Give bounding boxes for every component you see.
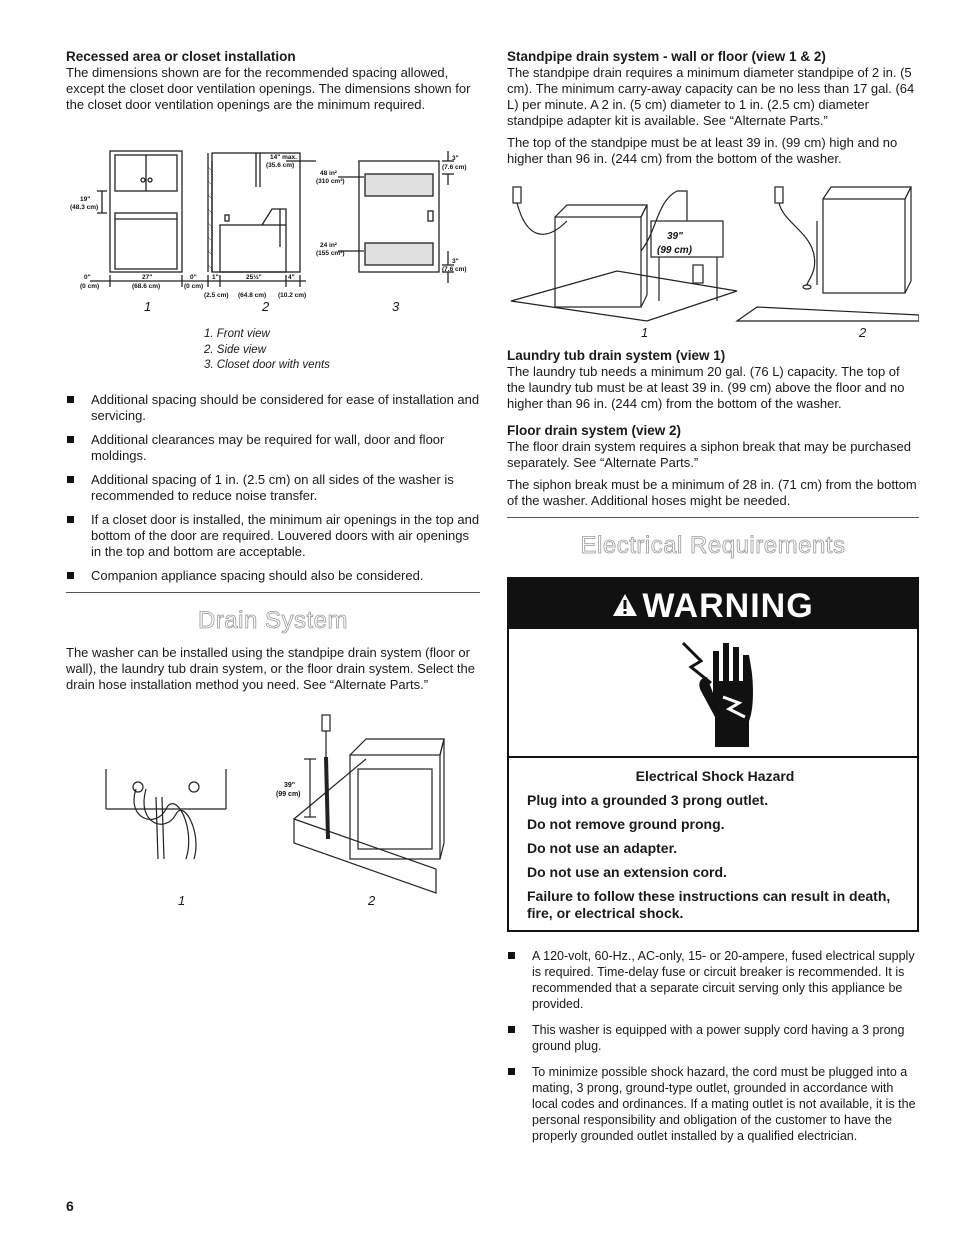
dim-0b-cm: (0 cm)	[184, 283, 204, 290]
dim-27-cm: (68.6 cm)	[132, 283, 161, 290]
installation-dimensions-figure	[66, 147, 480, 343]
warning-box	[507, 577, 919, 932]
list-item: A 120-volt, 60-Hz., AC-only, 15- or 20-ampere, fused electrical supply is required. Time-delay fuse or circuit breaker is recommended. It is recommended that a separate circuit serving only this appliance be provided.	[507, 948, 919, 1012]
dim-3-top-cm: (7.6 cm)	[442, 164, 467, 171]
dim-25-cm: (64.8 cm)	[238, 292, 267, 299]
warning-line-4: Do not use an extension cord.	[527, 864, 727, 880]
list-item: Additional spacing should be considered for ease of installation and servicing.	[66, 392, 480, 424]
floor-drain-body-1: The floor drain system requires a siphon break that may be purchased separately. See “Alternate Parts.”	[507, 439, 911, 470]
warning-icon-area	[509, 629, 917, 758]
warning-triangle-icon	[612, 581, 638, 631]
right-column	[507, 48, 919, 1154]
standpipe-figure	[507, 181, 919, 343]
left-column	[66, 48, 480, 919]
drain-system-figure	[66, 709, 480, 919]
dim-3-bottom: 3"	[452, 258, 459, 265]
figure2-number-1: 1	[178, 892, 186, 908]
electrical-bullet-list	[507, 948, 919, 1144]
standpipe-dim-39-cm: (99 cm)	[657, 245, 693, 256]
drain-system-drawing	[66, 709, 480, 909]
figure3-number-1: 1	[641, 325, 649, 340]
recessed-heading: Recessed area or closet installation	[66, 49, 296, 64]
warning-line-2: Do not remove ground prong.	[527, 816, 725, 832]
dim-4-cm: (10.2 cm)	[278, 292, 307, 299]
dim-1-cm: (2.5 cm)	[204, 292, 229, 299]
drain-dim-39: 39"	[284, 781, 296, 789]
dim-0b: 0"	[190, 274, 197, 281]
dim-4: 4"	[288, 274, 295, 281]
page-number: 6	[66, 1198, 74, 1214]
dim-24-sq: 24 in²	[320, 242, 337, 249]
floor-drain-body-2: The siphon break must be a minimum of 28 in. (71 cm) from the bottom of the washer. Additional hoses might be needed.	[507, 477, 917, 508]
figure3-number-2: 2	[859, 325, 867, 340]
laundry-tub-body: The laundry tub needs a minimum 20 gal. (76 L) capacity. The top of the laundry tub must be at least 39 in. (99 cm) above the floor and no higher than 96 in. (244 cm) from the bottom of the washer.	[507, 364, 905, 411]
warning-text	[509, 758, 917, 930]
list-item: Additional clearances may be required for wall, door and floor moldings.	[66, 432, 480, 464]
figure1-number-1: 1	[144, 299, 152, 314]
warning-line-3: Do not use an adapter.	[527, 840, 678, 856]
installation-dimensions-drawing	[66, 147, 480, 343]
dim-3-top: 3"	[452, 155, 459, 162]
warning-header	[509, 579, 917, 629]
dim-48-sq: 48 in²	[320, 170, 337, 177]
dim-14-max: 14" max.	[270, 154, 297, 161]
list-item: This washer is equipped with a power supply cord having a 3 prong ground plug.	[507, 1022, 919, 1054]
warning-title: Electrical Shock Hazard	[635, 768, 795, 784]
warning-header-label: WARNING	[642, 587, 814, 626]
caption-closet-door: 3. Closet door with vents	[204, 359, 330, 371]
warning-line-1: Plug into a grounded 3 prong outlet.	[527, 792, 769, 808]
list-item: If a closet door is installed, the minimum air openings in the top and bottom of the door are required. Louvered doors with air openings in the top and bottom are acceptable.	[66, 512, 480, 560]
caption-side-view: 2. Side view	[204, 343, 267, 356]
dim-14-max-cm: (35.6 cm)	[266, 162, 295, 169]
standpipe-body-1: The standpipe drain requires a minimum diameter standpipe of 2 in. (5 cm). The minimum carry-away capacity can be no less than 17 gal. (64 L) per minute. A 2 in. (5 cm) diameter to 1 in. (2.5 cm) diameter standpipe adapter kit is available. See “Alternate Parts.”	[507, 65, 915, 128]
electrical-requirements-title: Electrical Requirements	[580, 532, 846, 559]
dim-27: 27"	[142, 274, 153, 281]
dim-0a-cm: (0 cm)	[80, 283, 100, 290]
drain-system-title: Drain System	[197, 606, 349, 634]
list-item: Companion appliance spacing should also be considered.	[66, 568, 480, 584]
figure2-number-2: 2	[368, 892, 376, 908]
recessed-body: The dimensions shown are for the recommended spacing allowed, except the closet door ventilation openings. The dimensions shown for the closet door ventilation openings are the minimum required.	[66, 65, 471, 112]
list-item: To minimize possible shock hazard, the cord must be plugged into a mating, 3 prong, ground-type outlet, grounded in accordance with local codes and ordinances. If a mating outlet is not available, it is the personal responsibility and obligation of the customer to have the properly grounded outlet installed by a qualified electrician.	[507, 1064, 919, 1144]
figure1-number-2: 2	[262, 299, 270, 314]
drain-section-divider	[66, 592, 480, 593]
drain-dim-39-cm: (99 cm)	[276, 790, 301, 798]
dim-25: 25½"	[246, 274, 262, 281]
floor-drain-heading: Floor drain system (view 2)	[507, 423, 682, 438]
electric-shock-hand-icon	[677, 637, 757, 754]
dim-0a: 0"	[84, 274, 91, 281]
figure1-number-3: 3	[392, 299, 400, 314]
dim-1: 1"	[212, 274, 219, 281]
standpipe-body-2: The top of the standpipe must be at least 39 in. (99 cm) high and no higher than 96 in. (244 cm) from the bottom of the washer.	[507, 135, 898, 166]
caption-front-view: 1. Front view	[204, 328, 270, 340]
warning-final: Failure to follow these instructions can result in death, fire, or electrical shock.	[527, 888, 891, 921]
standpipe-drawing	[507, 181, 919, 323]
laundry-tub-heading: Laundry tub drain system (view 1)	[507, 348, 726, 363]
standpipe-dim-39: 39"	[667, 231, 683, 242]
dim-19: 19"	[80, 196, 91, 203]
dim-48-sq-cm: (310 cm²)	[316, 178, 345, 185]
drain-system-body: The washer can be installed using the standpipe drain system (floor or wall), the laundry tub drain system, or the floor drain system. Select the drain hose installation method you need. See “Alternate Parts.”	[66, 644, 475, 692]
standpipe-heading: Standpipe drain system - wall or floor (view 1 & 2)	[507, 49, 826, 64]
dim-19-cm: (48.3 cm)	[70, 204, 99, 211]
dim-24-sq-cm: (155 cm²)	[316, 250, 345, 257]
spacing-bullet-list	[66, 392, 480, 584]
list-item: Additional spacing of 1 in. (2.5 cm) on all sides of the washer is recommended to reduce noise transfer.	[66, 472, 480, 504]
electrical-section-divider	[507, 517, 919, 518]
dim-3-bottom-cm: (7.6 cm)	[442, 266, 467, 273]
